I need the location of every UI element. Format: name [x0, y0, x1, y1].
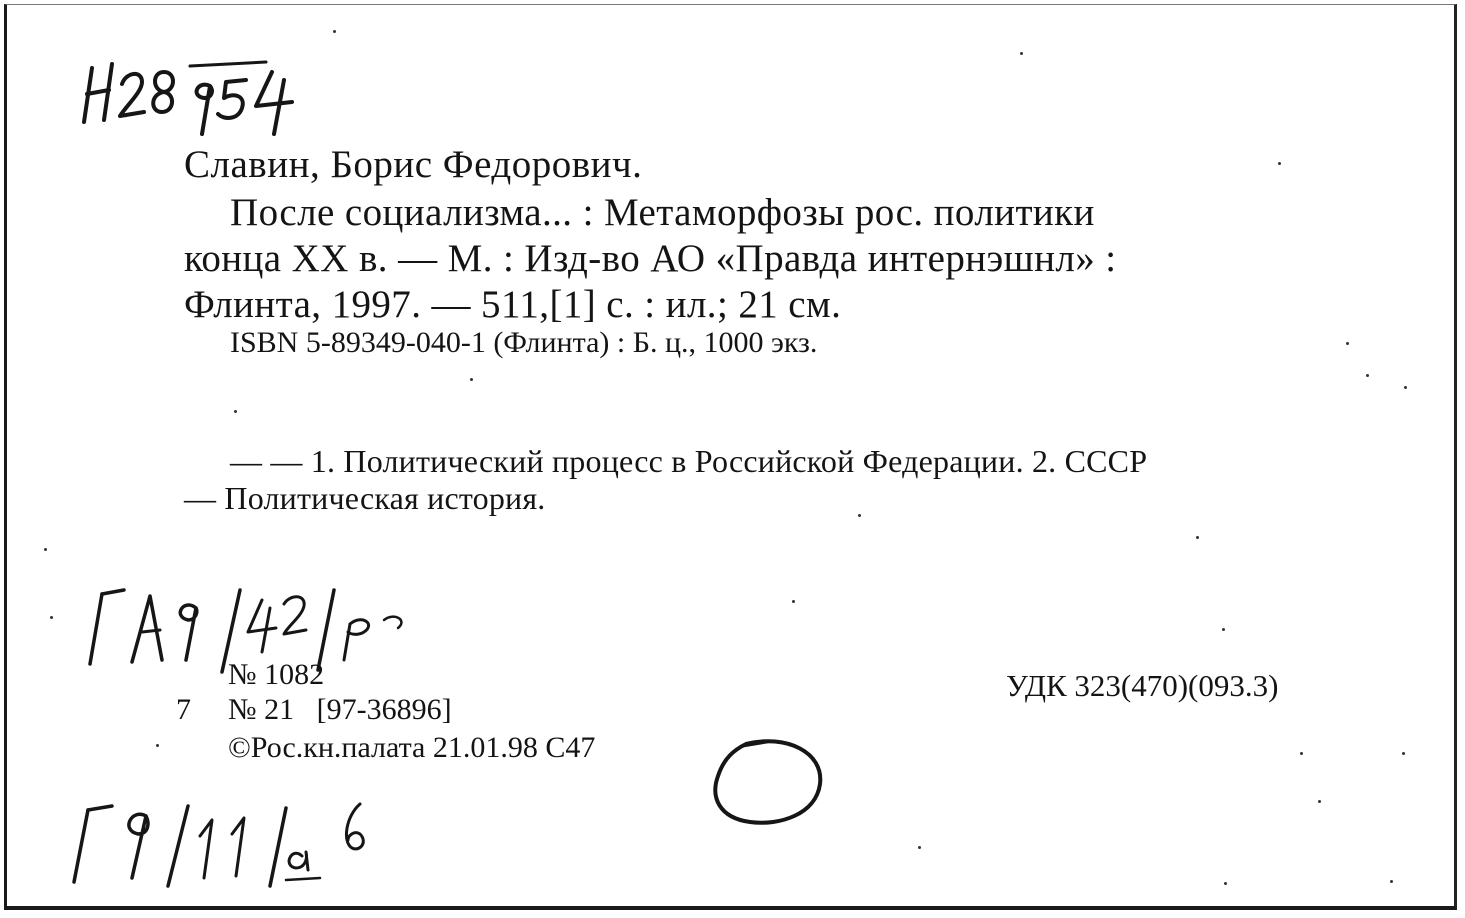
scan-speck: [156, 744, 159, 747]
title-line-2: конца XX в. — М. : Изд-во АО «Правда интернэшнл» :: [184, 237, 1117, 280]
scan-speck: [1300, 752, 1303, 755]
udk-code: УДК 323(470)(093.3): [1006, 668, 1279, 703]
subjects-line-2: — Политическая история.: [184, 480, 546, 516]
scan-speck: [44, 548, 47, 551]
card-number: № 21 [97-36896]: [228, 693, 452, 726]
scan-speck: [1278, 162, 1281, 165]
isbn-line: ISBN 5-89349-040-1 (Флинта) : Б. ц., 1000 экз.: [230, 326, 818, 359]
scan-speck: [1402, 752, 1405, 755]
registration-number: № 1082: [228, 658, 325, 691]
handwritten-call-mark-2: [60, 786, 400, 896]
scan-speck: [234, 410, 237, 413]
scan-speck: [1020, 52, 1023, 55]
scan-speck: [333, 30, 336, 33]
scan-speck: [1390, 880, 1393, 883]
subjects-line-1: — — 1. Политический процесс в Российской Федерации. 2. СССР: [230, 443, 1148, 479]
scan-speck: [792, 600, 795, 603]
scan-speck: [1224, 882, 1227, 885]
stamp-oval: [694, 732, 834, 832]
scan-speck: [470, 378, 473, 381]
copyright-line: ©Рос.кн.палата 21.01.98 С47: [228, 731, 596, 764]
scan-speck: [1346, 342, 1349, 345]
author-heading: Славин, Борис Федорович.: [184, 143, 643, 186]
handwritten-inventory-number: [78, 50, 318, 140]
scan-speck: [858, 514, 861, 517]
scan-speck: [1366, 374, 1369, 377]
title-line-1: После социализма... : Метаморфозы рос. политики: [230, 191, 1095, 234]
scan-speck: [918, 846, 921, 849]
scan-speck: [1222, 628, 1225, 631]
title-line-3: Флинта, 1997. — 511,[1] с. : ил.; 21 см.: [184, 283, 842, 326]
scan-speck: [1404, 386, 1407, 389]
scan-speck: [1196, 536, 1199, 539]
batch-prefix: 7: [176, 693, 191, 726]
scan-speck: [50, 616, 53, 619]
scan-speck: [1318, 800, 1321, 803]
